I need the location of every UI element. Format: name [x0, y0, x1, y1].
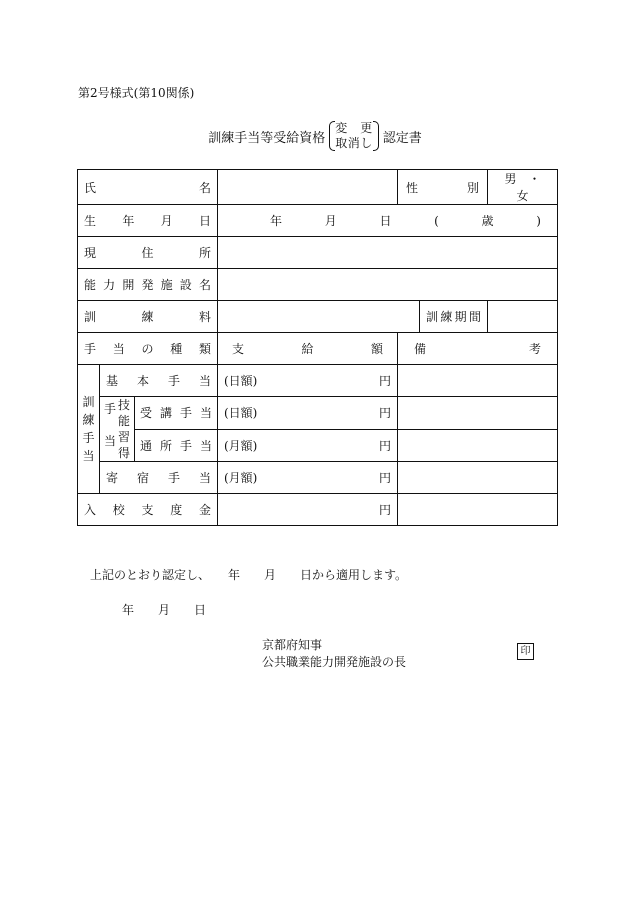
sex-label: 性 別	[398, 170, 488, 205]
training-allowance-group-label: 訓 練 手 当	[78, 365, 100, 494]
basic-allowance-remarks[interactable]	[398, 365, 558, 397]
facility-value[interactable]	[218, 269, 558, 301]
basic-allowance-label: 基 本 手 当	[100, 365, 218, 397]
address-value[interactable]	[218, 237, 558, 269]
name-value[interactable]	[218, 170, 398, 205]
title-suffix: 認定書	[382, 130, 422, 146]
fee-label: 訓 練 料	[78, 301, 218, 333]
training-period-value[interactable]	[488, 301, 558, 333]
allowance-type-header: 手 当 の 種 類	[78, 333, 218, 365]
fee-row	[78, 301, 558, 333]
commute-allowance-label: 通 所 手 当	[135, 429, 218, 462]
bracket-option-change: 変 更	[335, 121, 373, 135]
course-allowance-amount[interactable]: (日額) 円	[218, 397, 398, 430]
sex-value[interactable]: 男 ・ 女	[488, 170, 558, 205]
issuer-block	[262, 637, 406, 671]
facility-label: 能 力 開 発 施 設 名	[78, 269, 218, 301]
basic-allowance-amount[interactable]: (日額) 円	[218, 365, 398, 397]
course-allowance-row	[78, 397, 558, 430]
title-prefix: 訓練手当等受給資格	[208, 130, 326, 146]
course-allowance-remarks[interactable]	[398, 397, 558, 430]
boarding-allowance-amount[interactable]: (月額) 円	[218, 462, 398, 494]
course-allowance-label: 受 講 手 当	[135, 397, 218, 430]
document-title	[0, 118, 630, 154]
commute-allowance-row	[78, 429, 558, 462]
basic-allowance-row	[78, 365, 558, 397]
certification-table	[77, 169, 558, 526]
issuer-facility-head: 公共職業能力開発施設の長	[262, 655, 407, 669]
allowance-header-row	[78, 333, 558, 365]
issue-date: 年 月 日	[122, 603, 207, 617]
form-number: 第2号様式(第10関係)	[78, 86, 195, 100]
remarks-header: 備 考	[398, 333, 558, 365]
address-row	[78, 237, 558, 269]
admission-allowance-amount[interactable]: 円	[218, 494, 398, 526]
birth-row	[78, 205, 558, 237]
fee-value[interactable]	[218, 301, 488, 333]
boarding-allowance-remarks[interactable]	[398, 462, 558, 494]
boarding-allowance-row	[78, 462, 558, 494]
address-label: 現 住 所	[78, 237, 218, 269]
birth-value[interactable]: 年 月 日 ( 歳 )	[218, 205, 558, 237]
training-period-label: 訓 練 期 間	[419, 301, 487, 332]
admission-allowance-label: 入 校 支 度 金	[78, 494, 218, 526]
facility-row	[78, 269, 558, 301]
bracket-option-cancel: 取消し	[335, 136, 373, 150]
name-label: 氏 名	[78, 170, 218, 205]
title-bracket	[329, 121, 379, 151]
issuer-governor: 京都府知事	[262, 638, 323, 652]
name-row	[78, 170, 558, 205]
seal-mark: 印	[517, 643, 534, 660]
admission-allowance-row	[78, 494, 558, 526]
certification-statement: 上記のとおり認定し、 年 月 日から適用します。	[90, 568, 408, 582]
commute-allowance-amount[interactable]: (月額) 円	[218, 429, 398, 462]
admission-allowance-remarks[interactable]	[398, 494, 558, 526]
commute-allowance-remarks[interactable]	[398, 429, 558, 462]
amount-header: 支 給 額	[218, 333, 398, 365]
skill-acquisition-label: 手 当 技 能 習 得	[100, 397, 135, 462]
birth-label: 生 年 月 日	[78, 205, 218, 237]
boarding-allowance-label: 寄 宿 手 当	[100, 462, 218, 494]
